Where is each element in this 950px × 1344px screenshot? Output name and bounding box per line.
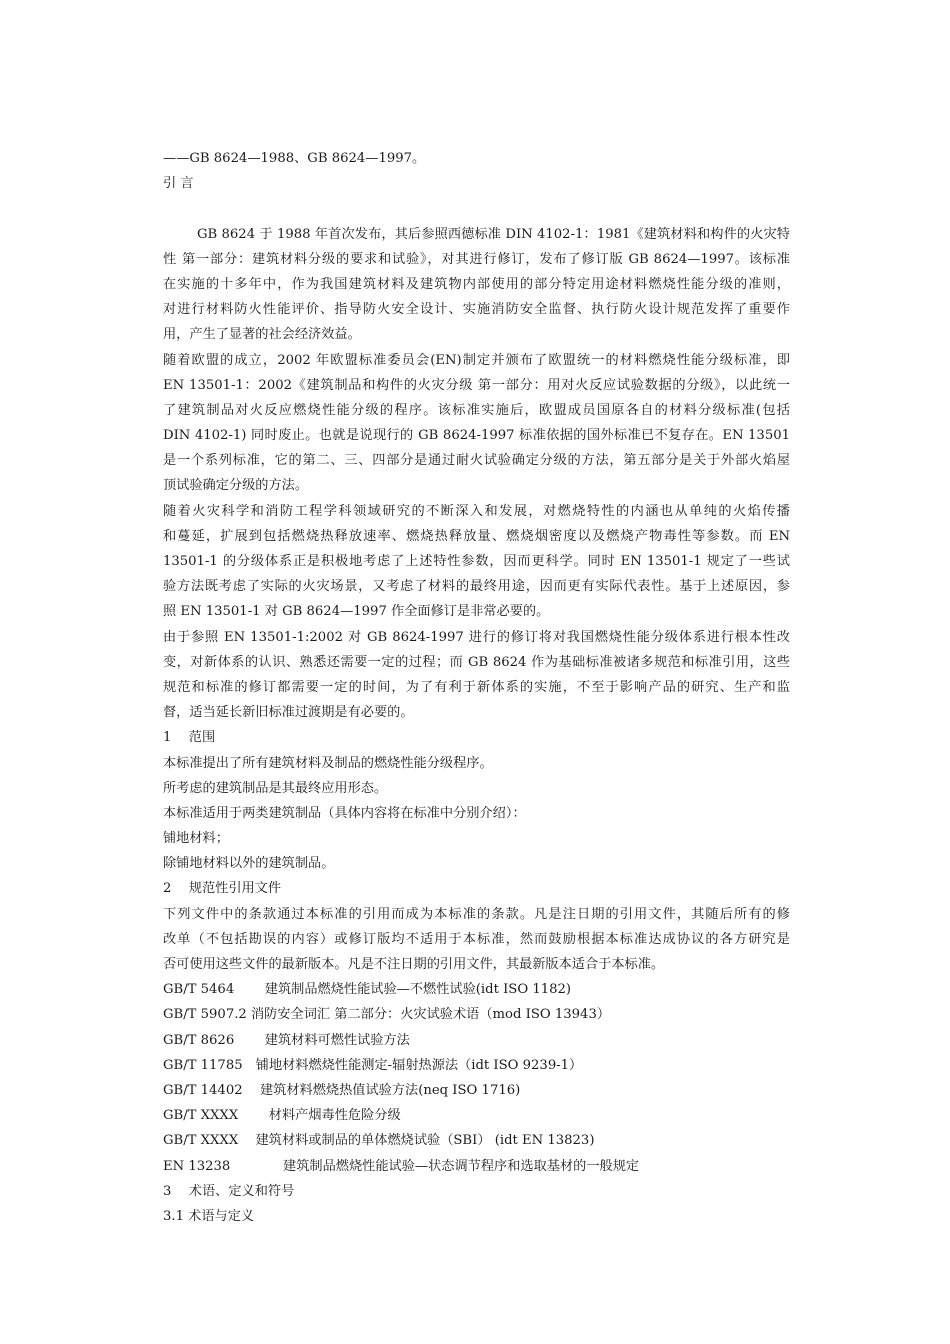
superseded-note: ——GB 8624—1988、GB 8624—1997。 [163,151,426,166]
paragraph-line: 随着火灾科学和消防工程学科领域研究的不断深入和发展，对燃烧特性的内涵也从单纯的火焰传播 [163,503,790,519]
section-heading-terms: 3 术语、定义和符号 [163,1183,295,1199]
paragraph-line: 规范和标准的修订都需要一定的时间，为了有利于新体系的实施，不至于影响产品的研究、生产和监 [163,679,790,695]
paragraph-line: 下列文件中的条款通过本标准的引用而成为本标准的条款。凡是注日期的引用文件，其随后所有的修 [163,906,790,922]
paragraph-line: 性 第一部分：建筑材料分级的要求和试验》，对其进行修订，发布了修订版 GB 8624—1997。该标准 [163,251,790,267]
paragraph-line: 督，适当延长新旧标准过渡期是有必要的。 [163,705,414,721]
paragraph-line: 在实施的十多年中，作为我国建筑材料及建筑物内部使用的部分特定用途材料燃烧性能分级的准则， [163,276,790,292]
paragraph-line: 了建筑制品对火反应燃烧性能分级的程序。该标准实施后，欧盟成员国原各自的材料分级标准(包括 [163,402,790,418]
reference-item: GB/T XXXX 材料产烟毒性危险分级 [163,1108,401,1124]
section-title-introduction: 引 言 [163,176,194,192]
reference-item: GB/T 5907.2 消防安全词汇 第二部分：火灾试验术语（mod ISO 13943） [163,1007,611,1023]
paragraph-line: 和蔓延，扩展到包括燃烧热释放速率、燃烧热释放量、燃烧烟密度以及燃烧产物毒性等参数。而 EN [163,528,790,544]
section-heading-scope: 1 范围 [163,730,216,746]
section-heading-normative-references: 2 规范性引用文件 [163,881,282,897]
paragraph-line: 改单（不包括勘误的内容）或修订版均不适用于本标准，然而鼓励根据本标准达成协议的各方研究是 [163,931,790,947]
reference-item: GB/T 14402 建筑材料燃烧热值试验方法(neq ISO 1716) [163,1082,521,1098]
paragraph-line: 顶试验确定分级的方法。 [163,478,309,494]
intro-paragraph-3 [163,499,790,625]
paragraph-line: DIN 4102-1) 同时废止。也就是说现行的 GB 8624-1997 标准依据的国外标准已不复存在。EN 13501 [163,428,790,444]
spacer [163,196,790,221]
paragraph-line: 否可使用这些文件的最新版本。凡是不注日期的引用文件，其最新版本适合于本标准。 [163,957,665,972]
reference-item: GB/T 5464 建筑制品燃烧性能试验—不燃性试验(idt ISO 1182) [163,982,572,998]
reference-item: GB/T 11785 铺地材料燃烧性能测定-辐射热源法（idt ISO 9239-1） [163,1057,583,1073]
paragraph-line: 验方法既考虑了实际的火灾场景，又考虑了材料的最终用途，因而更有实际代表性。基于上述原因，参 [163,579,790,595]
paragraph-line: 对进行材料防火性能评价、指导防火安全设计、实施消防安全监督、执行防火设计规范发挥了重要作 [163,302,790,318]
scope-content [163,751,790,877]
reference-item: GB/T XXXX 建筑材料或制品的单体燃烧试验（SBI） (idt EN 13823) [163,1133,595,1149]
subsection-heading-terms-definitions: 3.1 术语与定义 [163,1208,255,1224]
paragraph-line: 是一个系列标准，它的第二、三、四部分是通过耐火试验确定分级的方法，第五部分是关于外部火焰屋 [163,453,790,469]
paragraph-line: 用，产生了显著的社会经济效益。 [163,327,361,343]
paragraph-line: 随着欧盟的成立，2002 年欧盟标准委员会(EN)制定并颁布了欧盟统一的材料燃烧性能分级标准，即 [163,352,790,368]
intro-paragraph-4 [163,625,790,726]
references-intro [163,902,790,978]
paragraph-line: GB 8624 于 1988 年首次发布，其后参照西德标准 DIN 4102-1：1981《建筑材料和构件的火灾特 [197,226,790,242]
scope-line: 本标准提出了所有建筑材料及制品的燃烧性能分级程序。 [163,755,493,771]
document-page [163,146,790,1229]
intro-paragraph-2 [163,348,790,499]
scope-line: 所考虑的建筑制品是其最终应用形态。 [163,780,388,796]
reference-item: EN 13238 建筑制品燃烧性能试验—状态调节程序和选取基材的一般规定 [163,1158,640,1174]
paragraph-line: 变，对新体系的认识、熟悉还需要一定的过程；而 GB 8624 作为基础标准被诸多规范和标准引用，这些 [163,654,790,670]
scope-line: 铺地材料； [163,831,229,847]
scope-line: 本标准适用于两类建筑制品（具体内容将在标准中分别介绍）： [163,805,526,821]
paragraph-line: 照 EN 13501-1 对 GB 8624—1997 作全面修订是非常必要的。 [163,604,550,620]
reference-item: GB/T 8626 建筑材料可燃性试验方法 [163,1032,410,1048]
paragraph-line: EN 13501-1：2002《建筑制品和构件的火灾分级 第一部分：用对火反应试验数据的分级》，以此统一 [163,377,790,393]
scope-line: 除铺地材料以外的建筑制品。 [163,856,335,872]
paragraph-line: 13501-1 的分级体系正是积极地考虑了上述特性参数，因而更科学。同时 EN 13501-1 规定了一些试 [163,554,790,569]
paragraph-line: 由于参照 EN 13501-1:2002 对 GB 8624-1997 进行的修订将对我国燃烧性能分级体系进行根本性改 [163,629,790,645]
reference-list [163,977,790,1179]
intro-paragraph-1 [163,222,790,348]
